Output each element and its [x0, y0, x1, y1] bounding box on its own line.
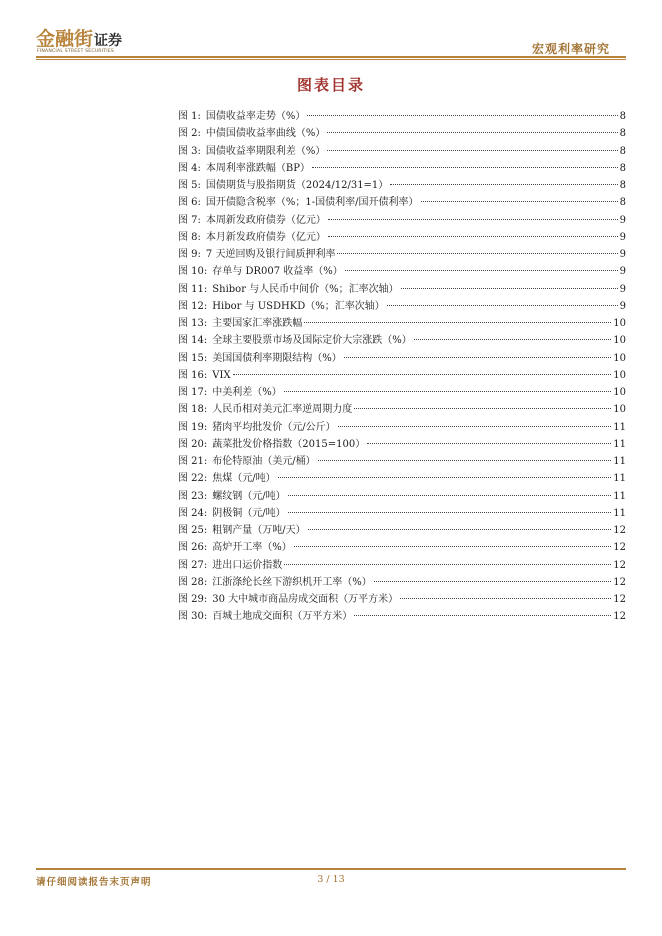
toc-entry-page: 10 — [613, 318, 626, 329]
toc-entry-page: 9 — [619, 266, 626, 278]
footer-disclaimer: 请仔细阅读报告末页声明 — [36, 877, 152, 888]
toc-entry-page: 8 — [619, 197, 626, 209]
toc-entry-title: 中债国债收益率曲线（%） — [205, 128, 326, 140]
toc-entry[interactable] — [178, 505, 626, 522]
toc-entry[interactable] — [178, 591, 626, 608]
toc-leader-dots — [414, 339, 611, 340]
toc-entry-title: 高炉开工率（%） — [212, 542, 292, 554]
toc-entry[interactable] — [178, 194, 626, 211]
company-logo — [36, 24, 146, 58]
toc-entry-title: 本月新发政府债券（亿元） — [205, 231, 326, 243]
toc-leader-dots — [328, 236, 618, 237]
toc-leader-dots — [294, 546, 611, 547]
toc-entry-number: 图 6: — [178, 197, 201, 209]
toc-entry-title: 阴极铜（元/吨） — [212, 507, 286, 519]
toc-entry-page: 12 — [613, 594, 626, 605]
toc-leader-dots — [284, 391, 611, 392]
toc-entry-title: Shibor 与人民币中间价（%；汇率次轴） — [212, 283, 399, 295]
toc-entry[interactable] — [178, 470, 626, 487]
toc-entry[interactable] — [178, 557, 626, 574]
toc-entry-number: 图 29: — [178, 594, 208, 605]
toc-leader-dots — [288, 495, 612, 496]
toc-leader-dots — [284, 564, 611, 565]
toc-entry-title: 中美利差（%） — [212, 387, 282, 398]
toc-entry[interactable] — [178, 229, 626, 246]
toc-entry-number: 图 3: — [178, 145, 201, 157]
toc-leader-dots — [337, 253, 617, 254]
toc-entry-title: 主要国家汇率涨跌幅 — [212, 318, 303, 329]
toc-entry-page: 9 — [619, 283, 626, 295]
toc-entry-title: 百城土地成交面积（万平方米） — [212, 611, 353, 623]
toc-entry-page: 11 — [613, 490, 626, 502]
toc-entry-page: 9 — [619, 249, 626, 260]
toc-entry-number: 图 9: — [178, 249, 201, 260]
toc-leader-dots — [304, 322, 611, 323]
toc-entry-page: 10 — [613, 352, 626, 364]
toc-entry-page: 8 — [619, 162, 626, 174]
figure-toc-list — [178, 108, 626, 626]
toc-leader-dots — [338, 426, 612, 427]
toc-entry-number: 图 28: — [178, 576, 208, 588]
toc-leader-dots — [354, 408, 611, 409]
report-category: 宏观利率研究 — [531, 42, 610, 56]
toc-entry[interactable] — [178, 384, 626, 401]
toc-leader-dots — [344, 357, 611, 358]
footer-divider — [36, 868, 626, 870]
toc-entry-page: 10 — [613, 369, 626, 381]
toc-entry-page: 9 — [619, 300, 626, 312]
toc-entry-page: 8 — [619, 180, 626, 191]
toc-entry[interactable] — [178, 160, 626, 177]
toc-leader-dots — [374, 581, 611, 582]
toc-leader-dots — [312, 167, 618, 168]
toc-entry-page: 12 — [613, 576, 626, 588]
toc-entry[interactable] — [178, 263, 626, 280]
toc-entry[interactable] — [178, 212, 626, 229]
toc-leader-dots — [308, 529, 612, 530]
toc-entry-title: 国开债隐含税率（%；1-国债利率/国开债利率） — [205, 197, 419, 209]
toc-entry-number: 图 13: — [178, 318, 208, 329]
toc-entry[interactable] — [178, 315, 626, 332]
toc-entry-page: 9 — [619, 214, 626, 226]
logo-wordmark — [36, 24, 122, 51]
toc-entry-number: 图 5: — [178, 180, 201, 191]
toc-entry-title: 7 天逆回购及银行间质押利率 — [205, 249, 336, 260]
toc-entry[interactable] — [178, 177, 626, 194]
toc-entry-page: 11 — [613, 438, 626, 450]
toc-leader-dots — [327, 150, 617, 151]
toc-entry-number: 图 14: — [178, 335, 208, 347]
toc-entry[interactable] — [178, 574, 626, 591]
logo-main-text: 金融街 — [36, 28, 94, 50]
toc-entry-number: 图 4: — [178, 162, 201, 174]
page-indicator: 3 / 13 — [317, 874, 345, 885]
toc-entry-page: 8 — [619, 128, 626, 140]
toc-entry-title: 焦煤（元/吨） — [212, 473, 276, 485]
toc-entry-page: 12 — [613, 525, 626, 536]
toc-heading: 图表目录 — [296, 76, 365, 94]
toc-entry-page: 12 — [613, 611, 626, 623]
toc-entry-title: 本周利率涨跌幅（BP） — [205, 162, 310, 174]
toc-entry-number: 图 15: — [178, 352, 208, 364]
toc-entry-number: 图 10: — [178, 266, 208, 278]
toc-entry[interactable] — [178, 332, 626, 349]
toc-entry-page: 11 — [613, 507, 626, 519]
toc-entry-title: 蔬菜批发价格指数（2015=100） — [212, 438, 366, 450]
toc-leader-dots — [387, 305, 618, 306]
toc-entry-page: 10 — [613, 335, 626, 347]
toc-entry-number: 图 7: — [178, 214, 201, 226]
toc-entry[interactable] — [178, 453, 626, 470]
toc-leader-dots — [307, 115, 617, 116]
toc-entry-page: 12 — [613, 559, 626, 571]
toc-entry-title: Hibor 与 USDHKD（%；汇率次轴） — [212, 300, 385, 312]
toc-entry-number: 图 23: — [178, 490, 208, 502]
toc-entry[interactable] — [178, 608, 626, 625]
toc-entry-page: 11 — [613, 456, 626, 467]
toc-entry-page: 11 — [613, 421, 626, 433]
toc-entry-title: 30 大中城市商品房成交面积（万平方米） — [212, 594, 399, 605]
toc-entry[interactable] — [178, 298, 626, 315]
toc-entry-number: 图 21: — [178, 456, 208, 467]
toc-leader-dots — [367, 443, 611, 444]
toc-entry-title: 国债期货与股指期货（2024/12/31=1） — [205, 180, 389, 191]
page-header — [0, 0, 662, 62]
toc-entry-number: 图 2: — [178, 128, 201, 140]
logo-securities-text: 证券 — [94, 33, 123, 49]
toc-entry-title: 粗钢产量（万吨/天） — [212, 525, 306, 536]
toc-entry-title: 全球主要股票市场及国际定价大宗涨跌（%） — [212, 335, 412, 347]
toc-entry-title: 国债收益率期限利差（%） — [205, 145, 326, 157]
toc-leader-dots — [327, 132, 617, 133]
toc-leader-dots — [421, 201, 618, 202]
toc-leader-dots — [318, 460, 612, 461]
toc-entry-page: 9 — [619, 231, 626, 243]
toc-entry-number: 图 20: — [178, 438, 208, 450]
toc-entry-number: 图 1: — [178, 111, 201, 122]
toc-entry[interactable] — [178, 143, 626, 160]
toc-entry-title: 美国国债利率期限结构（%） — [212, 352, 342, 364]
toc-leader-dots — [233, 374, 612, 375]
toc-entry[interactable] — [178, 281, 626, 298]
toc-entry-number: 图 25: — [178, 525, 208, 536]
toc-leader-dots — [354, 615, 611, 616]
toc-entry[interactable] — [178, 488, 626, 505]
logo-english-name: FINANCIAL STREET SECURITIES — [37, 49, 115, 54]
toc-entry-title: VIX — [212, 369, 231, 381]
header-divider-thin — [36, 59, 626, 60]
toc-entry[interactable] — [178, 125, 626, 142]
toc-entry-number: 图 11: — [178, 283, 208, 295]
toc-entry[interactable] — [178, 246, 626, 263]
toc-leader-dots — [400, 598, 611, 599]
toc-entry-number: 图 24: — [178, 507, 208, 519]
toc-entry[interactable] — [178, 522, 626, 539]
toc-entry[interactable] — [178, 539, 626, 556]
toc-entry[interactable] — [178, 419, 626, 436]
toc-entry-number: 图 30: — [178, 611, 208, 623]
toc-entry[interactable] — [178, 436, 626, 453]
toc-entry-number: 图 18: — [178, 404, 208, 416]
toc-entry-title: 人民币相对美元汇率逆周期力度 — [212, 404, 353, 416]
toc-entry-page: 8 — [619, 111, 626, 122]
toc-entry-title: 螺纹钢（元/吨） — [212, 490, 286, 502]
toc-entry-number: 图 26: — [178, 542, 208, 554]
toc-entry[interactable] — [178, 350, 626, 367]
toc-leader-dots — [390, 184, 617, 185]
header-divider — [36, 56, 626, 58]
toc-entry-title: 猪肉平均批发价（元/公斤） — [212, 421, 336, 433]
toc-entry-number: 图 8: — [178, 231, 201, 243]
toc-entry-title: 本周新发政府债券（亿元） — [205, 214, 326, 226]
toc-entry[interactable] — [178, 401, 626, 418]
toc-entry-title: 进出口运价指数 — [212, 559, 283, 571]
toc-leader-dots — [278, 477, 612, 478]
toc-leader-dots — [288, 512, 612, 513]
toc-leader-dots — [328, 219, 618, 220]
toc-entry-page: 12 — [613, 542, 626, 554]
toc-entry-page: 10 — [613, 404, 626, 416]
toc-entry-number: 图 17: — [178, 387, 208, 398]
toc-entry-number: 图 16: — [178, 369, 208, 381]
toc-entry-title: 江浙涤纶长丝下游织机开工率（%） — [212, 576, 372, 588]
toc-leader-dots — [345, 270, 618, 271]
toc-leader-dots — [401, 288, 618, 289]
toc-entry[interactable] — [178, 367, 626, 384]
toc-entry-page: 10 — [613, 387, 626, 398]
toc-entry-number: 图 12: — [178, 300, 208, 312]
toc-entry[interactable] — [178, 108, 626, 125]
toc-entry-page: 8 — [619, 145, 626, 157]
toc-entry-title: 国债收益率走势（%） — [205, 111, 306, 122]
toc-entry-number: 图 19: — [178, 421, 208, 433]
toc-entry-page: 11 — [613, 473, 626, 485]
toc-entry-number: 图 22: — [178, 473, 208, 485]
toc-entry-title: 布伦特原油（美元/桶） — [212, 456, 316, 467]
toc-entry-number: 图 27: — [178, 559, 208, 571]
toc-entry-title: 存单与 DR007 收益率（%） — [212, 266, 343, 278]
